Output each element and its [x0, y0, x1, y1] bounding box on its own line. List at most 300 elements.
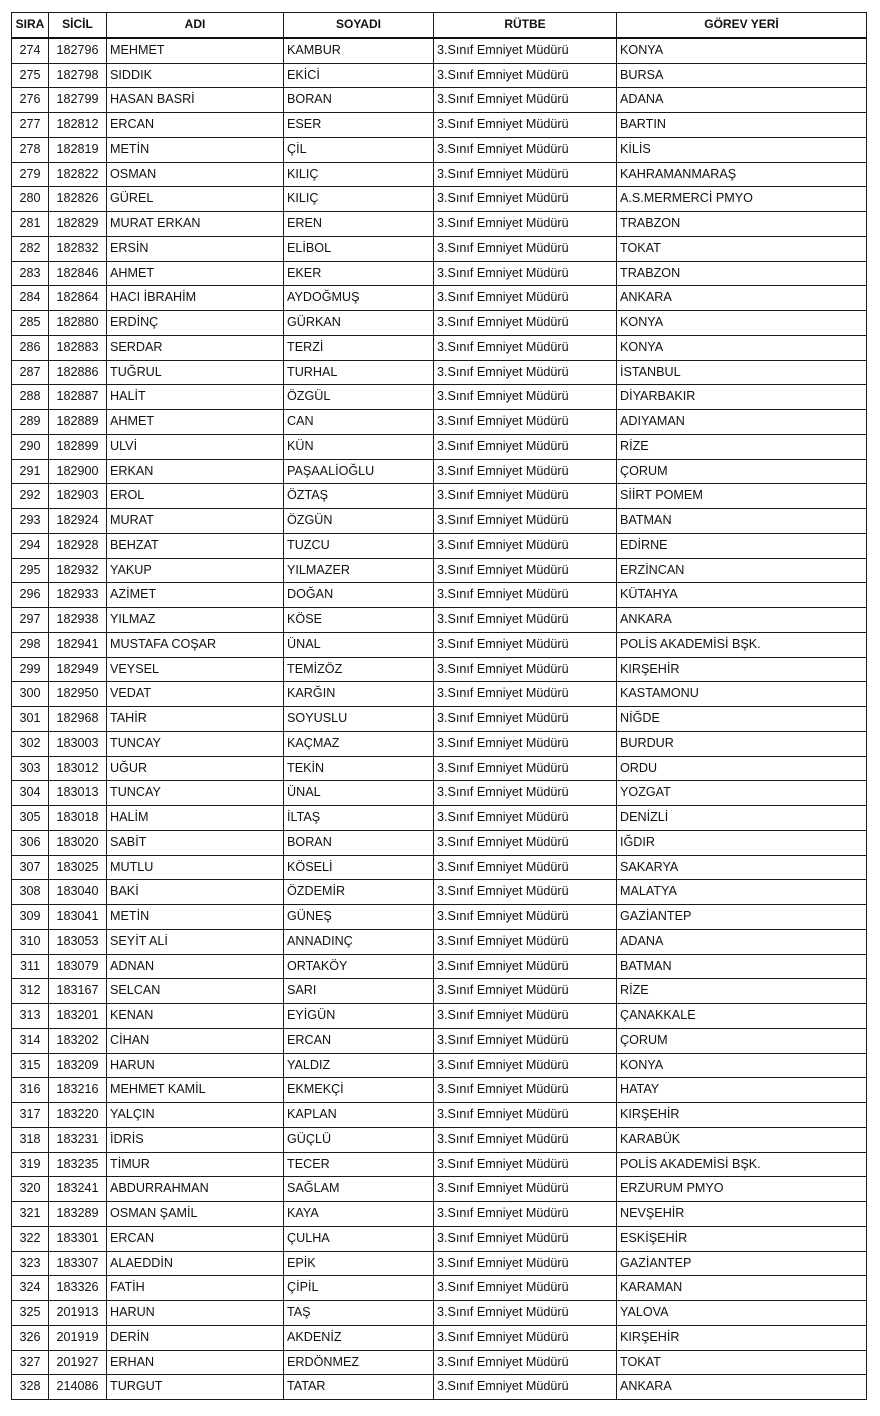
cell-adi: HASAN BASRİ — [107, 88, 284, 113]
cell-rutbe: 3.Sınıf Emniyet Müdürü — [434, 756, 617, 781]
cell-sicil: 182826 — [49, 187, 107, 212]
table-row — [12, 880, 867, 905]
cell-rutbe: 3.Sınıf Emniyet Müdürü — [434, 880, 617, 905]
cell-gorev-yeri: TRABZON — [617, 261, 867, 286]
table-row — [12, 1053, 867, 1078]
cell-rutbe: 3.Sınıf Emniyet Müdürü — [434, 1127, 617, 1152]
cell-sira: 311 — [12, 954, 49, 979]
cell-rutbe: 3.Sınıf Emniyet Müdürü — [434, 1028, 617, 1053]
cell-rutbe: 3.Sınıf Emniyet Müdürü — [434, 533, 617, 558]
cell-sicil: 183289 — [49, 1202, 107, 1227]
cell-adi: CİHAN — [107, 1028, 284, 1053]
cell-sira: 284 — [12, 286, 49, 311]
cell-soyadi: KAYA — [284, 1202, 434, 1227]
table-row — [12, 410, 867, 435]
cell-rutbe: 3.Sınıf Emniyet Müdürü — [434, 806, 617, 831]
cell-soyadi: KÖSE — [284, 608, 434, 633]
cell-sira: 279 — [12, 162, 49, 187]
table-row — [12, 657, 867, 682]
cell-rutbe: 3.Sınıf Emniyet Müdürü — [434, 657, 617, 682]
table-row — [12, 63, 867, 88]
cell-gorev-yeri: SİİRT POMEM — [617, 484, 867, 509]
cell-gorev-yeri: YOZGAT — [617, 781, 867, 806]
cell-sira: 294 — [12, 533, 49, 558]
cell-rutbe: 3.Sınıf Emniyet Müdürü — [434, 385, 617, 410]
table-row — [12, 1301, 867, 1326]
cell-adi: AHMET — [107, 410, 284, 435]
table-row — [12, 1375, 867, 1400]
cell-adi: TUNCAY — [107, 781, 284, 806]
cell-rutbe: 3.Sınıf Emniyet Müdürü — [434, 1202, 617, 1227]
cell-soyadi: EREN — [284, 212, 434, 237]
cell-sicil: 183209 — [49, 1053, 107, 1078]
table-row — [12, 632, 867, 657]
cell-gorev-yeri: KIRŞEHİR — [617, 657, 867, 682]
cell-sira: 323 — [12, 1251, 49, 1276]
cell-adi: OSMAN — [107, 162, 284, 187]
cell-gorev-yeri: KONYA — [617, 1053, 867, 1078]
cell-sicil: 182798 — [49, 63, 107, 88]
cell-soyadi: ELİBOL — [284, 236, 434, 261]
cell-adi: ERCAN — [107, 113, 284, 138]
table-row — [12, 1202, 867, 1227]
cell-sicil: 183018 — [49, 806, 107, 831]
cell-rutbe: 3.Sınıf Emniyet Müdürü — [434, 1226, 617, 1251]
cell-adi: MEHMET — [107, 38, 284, 63]
cell-soyadi: GÜÇLÜ — [284, 1127, 434, 1152]
cell-gorev-yeri: KONYA — [617, 335, 867, 360]
cell-gorev-yeri: BARTIN — [617, 113, 867, 138]
cell-adi: VEDAT — [107, 682, 284, 707]
cell-soyadi: EKER — [284, 261, 434, 286]
cell-sira: 324 — [12, 1276, 49, 1301]
cell-sira: 305 — [12, 806, 49, 831]
cell-sira: 288 — [12, 385, 49, 410]
table-row — [12, 162, 867, 187]
table-row — [12, 682, 867, 707]
cell-adi: BAKİ — [107, 880, 284, 905]
cell-adi: AHMET — [107, 261, 284, 286]
cell-adi: UĞUR — [107, 756, 284, 781]
cell-sira: 300 — [12, 682, 49, 707]
cell-soyadi: TEMİZÖZ — [284, 657, 434, 682]
cell-soyadi: ÖZTAŞ — [284, 484, 434, 509]
cell-sira: 293 — [12, 509, 49, 534]
cell-soyadi: ANNADINÇ — [284, 929, 434, 954]
cell-soyadi: EKİCİ — [284, 63, 434, 88]
cell-sicil: 182812 — [49, 113, 107, 138]
cell-gorev-yeri: MALATYA — [617, 880, 867, 905]
cell-adi: MURAT — [107, 509, 284, 534]
header-sira: SIRA — [12, 13, 49, 38]
cell-gorev-yeri: BATMAN — [617, 954, 867, 979]
cell-sicil: 182887 — [49, 385, 107, 410]
cell-rutbe: 3.Sınıf Emniyet Müdürü — [434, 311, 617, 336]
table-header — [12, 13, 867, 38]
cell-sira: 307 — [12, 855, 49, 880]
cell-sira: 291 — [12, 459, 49, 484]
cell-adi: MEHMET KAMİL — [107, 1078, 284, 1103]
cell-gorev-yeri: RİZE — [617, 979, 867, 1004]
table-row — [12, 979, 867, 1004]
cell-sira: 318 — [12, 1127, 49, 1152]
cell-sicil: 182933 — [49, 583, 107, 608]
cell-sicil: 182889 — [49, 410, 107, 435]
table-row — [12, 286, 867, 311]
cell-gorev-yeri: KÜTAHYA — [617, 583, 867, 608]
cell-rutbe: 3.Sınıf Emniyet Müdürü — [434, 187, 617, 212]
cell-rutbe: 3.Sınıf Emniyet Müdürü — [434, 162, 617, 187]
table-row — [12, 509, 867, 534]
cell-gorev-yeri: DENİZLİ — [617, 806, 867, 831]
table-row — [12, 484, 867, 509]
cell-adi: ERKAN — [107, 459, 284, 484]
cell-adi: SABİT — [107, 830, 284, 855]
table-row — [12, 1004, 867, 1029]
cell-rutbe: 3.Sınıf Emniyet Müdürü — [434, 63, 617, 88]
cell-sira: 328 — [12, 1375, 49, 1400]
cell-gorev-yeri: TRABZON — [617, 212, 867, 237]
cell-gorev-yeri: A.S.MERMERCİ PMYO — [617, 187, 867, 212]
cell-adi: OSMAN ŞAMİL — [107, 1202, 284, 1227]
cell-rutbe: 3.Sınıf Emniyet Müdürü — [434, 1004, 617, 1029]
cell-adi: ALAEDDİN — [107, 1251, 284, 1276]
table-row — [12, 1350, 867, 1375]
cell-rutbe: 3.Sınıf Emniyet Müdürü — [434, 410, 617, 435]
cell-adi: HARUN — [107, 1301, 284, 1326]
cell-sicil: 183241 — [49, 1177, 107, 1202]
cell-soyadi: KÜN — [284, 434, 434, 459]
cell-gorev-yeri: HATAY — [617, 1078, 867, 1103]
cell-sicil: 182938 — [49, 608, 107, 633]
cell-rutbe: 3.Sınıf Emniyet Müdürü — [434, 855, 617, 880]
cell-sicil: 182846 — [49, 261, 107, 286]
cell-adi: EROL — [107, 484, 284, 509]
cell-sira: 308 — [12, 880, 49, 905]
table-row — [12, 806, 867, 831]
cell-rutbe: 3.Sınıf Emniyet Müdürü — [434, 1301, 617, 1326]
cell-rutbe: 3.Sınıf Emniyet Müdürü — [434, 484, 617, 509]
cell-gorev-yeri: ADANA — [617, 88, 867, 113]
cell-gorev-yeri: YALOVA — [617, 1301, 867, 1326]
cell-rutbe: 3.Sınıf Emniyet Müdürü — [434, 731, 617, 756]
cell-sicil: 182796 — [49, 38, 107, 63]
personnel-table — [11, 12, 867, 1400]
cell-rutbe: 3.Sınıf Emniyet Müdürü — [434, 286, 617, 311]
header-soyadi: SOYADI — [284, 13, 434, 38]
cell-soyadi: ÜNAL — [284, 632, 434, 657]
cell-gorev-yeri: KONYA — [617, 311, 867, 336]
table-row — [12, 212, 867, 237]
table-row — [12, 855, 867, 880]
table-row — [12, 1028, 867, 1053]
cell-soyadi: YILMAZER — [284, 558, 434, 583]
cell-adi: MUTLU — [107, 855, 284, 880]
table-row — [12, 707, 867, 732]
cell-rutbe: 3.Sınıf Emniyet Müdürü — [434, 236, 617, 261]
cell-sira: 302 — [12, 731, 49, 756]
cell-sicil: 201919 — [49, 1325, 107, 1350]
cell-adi: TAHİR — [107, 707, 284, 732]
cell-soyadi: KARĞIN — [284, 682, 434, 707]
cell-sicil: 182799 — [49, 88, 107, 113]
table-row — [12, 137, 867, 162]
table-row — [12, 335, 867, 360]
cell-soyadi: ÇİPİL — [284, 1276, 434, 1301]
cell-soyadi: ÜNAL — [284, 781, 434, 806]
cell-adi: HARUN — [107, 1053, 284, 1078]
table-row — [12, 261, 867, 286]
cell-adi: FATİH — [107, 1276, 284, 1301]
cell-rutbe: 3.Sınıf Emniyet Müdürü — [434, 335, 617, 360]
table-row — [12, 731, 867, 756]
table-row — [12, 311, 867, 336]
cell-adi: TUĞRUL — [107, 360, 284, 385]
cell-soyadi: ÖZGÜL — [284, 385, 434, 410]
cell-rutbe: 3.Sınıf Emniyet Müdürü — [434, 632, 617, 657]
cell-soyadi: TERZİ — [284, 335, 434, 360]
cell-rutbe: 3.Sınıf Emniyet Müdürü — [434, 830, 617, 855]
cell-gorev-yeri: BURSA — [617, 63, 867, 88]
cell-soyadi: SOYUSLU — [284, 707, 434, 732]
cell-gorev-yeri: GAZİANTEP — [617, 1251, 867, 1276]
cell-soyadi: ÖZGÜN — [284, 509, 434, 534]
table-row — [12, 1226, 867, 1251]
cell-soyadi: AKDENİZ — [284, 1325, 434, 1350]
table-row — [12, 929, 867, 954]
cell-adi: KENAN — [107, 1004, 284, 1029]
cell-adi: HALİT — [107, 385, 284, 410]
table-row — [12, 954, 867, 979]
cell-gorev-yeri: ÇANAKKALE — [617, 1004, 867, 1029]
table-row — [12, 756, 867, 781]
cell-rutbe: 3.Sınıf Emniyet Müdürü — [434, 1325, 617, 1350]
cell-sira: 306 — [12, 830, 49, 855]
cell-soyadi: TUZCU — [284, 533, 434, 558]
cell-sira: 289 — [12, 410, 49, 435]
table-row — [12, 236, 867, 261]
cell-soyadi: GÜNEŞ — [284, 905, 434, 930]
cell-adi: VEYSEL — [107, 657, 284, 682]
table-row — [12, 38, 867, 63]
cell-soyadi: ESER — [284, 113, 434, 138]
table-row — [12, 830, 867, 855]
cell-sicil: 182949 — [49, 657, 107, 682]
cell-gorev-yeri: IĞDIR — [617, 830, 867, 855]
cell-sicil: 182886 — [49, 360, 107, 385]
cell-rutbe: 3.Sınıf Emniyet Müdürü — [434, 38, 617, 63]
cell-gorev-yeri: ANKARA — [617, 286, 867, 311]
cell-adi: TURGUT — [107, 1375, 284, 1400]
cell-soyadi: TATAR — [284, 1375, 434, 1400]
cell-soyadi: İLTAŞ — [284, 806, 434, 831]
cell-adi: AZİMET — [107, 583, 284, 608]
cell-soyadi: EKMEKÇİ — [284, 1078, 434, 1103]
cell-soyadi: SARI — [284, 979, 434, 1004]
cell-sira: 321 — [12, 1202, 49, 1227]
cell-sira: 325 — [12, 1301, 49, 1326]
cell-adi: GÜREL — [107, 187, 284, 212]
cell-sira: 281 — [12, 212, 49, 237]
cell-sira: 327 — [12, 1350, 49, 1375]
cell-sicil: 183301 — [49, 1226, 107, 1251]
cell-gorev-yeri: ÇORUM — [617, 1028, 867, 1053]
table-row — [12, 1251, 867, 1276]
cell-gorev-yeri: İSTANBUL — [617, 360, 867, 385]
cell-soyadi: KAMBUR — [284, 38, 434, 63]
cell-adi: METİN — [107, 905, 284, 930]
cell-gorev-yeri: ADANA — [617, 929, 867, 954]
cell-adi: MUSTAFA COŞAR — [107, 632, 284, 657]
cell-sira: 310 — [12, 929, 49, 954]
cell-soyadi: BORAN — [284, 830, 434, 855]
cell-gorev-yeri: ÇORUM — [617, 459, 867, 484]
table-row — [12, 1177, 867, 1202]
cell-sicil: 182941 — [49, 632, 107, 657]
cell-sicil: 214086 — [49, 1375, 107, 1400]
table-row — [12, 1127, 867, 1152]
cell-sira: 282 — [12, 236, 49, 261]
cell-sicil: 182903 — [49, 484, 107, 509]
cell-soyadi: TAŞ — [284, 1301, 434, 1326]
cell-sira: 286 — [12, 335, 49, 360]
cell-sira: 280 — [12, 187, 49, 212]
cell-rutbe: 3.Sınıf Emniyet Müdürü — [434, 929, 617, 954]
cell-sira: 276 — [12, 88, 49, 113]
table-row — [12, 533, 867, 558]
cell-rutbe: 3.Sınıf Emniyet Müdürü — [434, 1078, 617, 1103]
cell-gorev-yeri: BATMAN — [617, 509, 867, 534]
cell-soyadi: KÖSELİ — [284, 855, 434, 880]
cell-soyadi: YALDIZ — [284, 1053, 434, 1078]
cell-sicil: 182928 — [49, 533, 107, 558]
cell-sicil: 183216 — [49, 1078, 107, 1103]
cell-adi: YALÇIN — [107, 1103, 284, 1128]
cell-sicil: 182924 — [49, 509, 107, 534]
cell-soyadi: ÇULHA — [284, 1226, 434, 1251]
cell-sicil: 183041 — [49, 905, 107, 930]
cell-soyadi: PAŞAALİOĞLU — [284, 459, 434, 484]
cell-adi: ERCAN — [107, 1226, 284, 1251]
header-adi: ADI — [107, 13, 284, 38]
cell-gorev-yeri: KASTAMONU — [617, 682, 867, 707]
cell-sira: 326 — [12, 1325, 49, 1350]
cell-sicil: 183235 — [49, 1152, 107, 1177]
table-row — [12, 1103, 867, 1128]
table-row — [12, 360, 867, 385]
cell-sicil: 182950 — [49, 682, 107, 707]
table-row — [12, 781, 867, 806]
cell-sicil: 183012 — [49, 756, 107, 781]
cell-rutbe: 3.Sınıf Emniyet Müdürü — [434, 905, 617, 930]
cell-gorev-yeri: NEVŞEHİR — [617, 1202, 867, 1227]
cell-adi: ULVİ — [107, 434, 284, 459]
cell-gorev-yeri: ANKARA — [617, 1375, 867, 1400]
cell-gorev-yeri: ESKİŞEHİR — [617, 1226, 867, 1251]
cell-sira: 313 — [12, 1004, 49, 1029]
cell-rutbe: 3.Sınıf Emniyet Müdürü — [434, 979, 617, 1004]
table-row — [12, 1152, 867, 1177]
cell-soyadi: AYDOĞMUŞ — [284, 286, 434, 311]
table-row — [12, 434, 867, 459]
cell-gorev-yeri: BURDUR — [617, 731, 867, 756]
table-row — [12, 113, 867, 138]
cell-soyadi: SAĞLAM — [284, 1177, 434, 1202]
cell-soyadi: EYİGÜN — [284, 1004, 434, 1029]
cell-adi: SIDDIK — [107, 63, 284, 88]
cell-gorev-yeri: KARABÜK — [617, 1127, 867, 1152]
cell-gorev-yeri: TOKAT — [617, 236, 867, 261]
cell-sicil: 183020 — [49, 830, 107, 855]
cell-adi: MURAT ERKAN — [107, 212, 284, 237]
cell-sira: 312 — [12, 979, 49, 1004]
cell-sicil: 182829 — [49, 212, 107, 237]
cell-sira: 285 — [12, 311, 49, 336]
cell-gorev-yeri: ANKARA — [617, 608, 867, 633]
cell-gorev-yeri: NİĞDE — [617, 707, 867, 732]
cell-sira: 317 — [12, 1103, 49, 1128]
cell-sicil: 201913 — [49, 1301, 107, 1326]
table-row — [12, 608, 867, 633]
cell-gorev-yeri: RİZE — [617, 434, 867, 459]
cell-adi: ERHAN — [107, 1350, 284, 1375]
cell-gorev-yeri: SAKARYA — [617, 855, 867, 880]
cell-sicil: 182968 — [49, 707, 107, 732]
cell-soyadi: DOĞAN — [284, 583, 434, 608]
cell-rutbe: 3.Sınıf Emniyet Müdürü — [434, 434, 617, 459]
cell-sicil: 182880 — [49, 311, 107, 336]
cell-sira: 283 — [12, 261, 49, 286]
cell-rutbe: 3.Sınıf Emniyet Müdürü — [434, 360, 617, 385]
table-row — [12, 187, 867, 212]
cell-gorev-yeri: ORDU — [617, 756, 867, 781]
cell-rutbe: 3.Sınıf Emniyet Müdürü — [434, 1103, 617, 1128]
cell-sira: 303 — [12, 756, 49, 781]
cell-sira: 278 — [12, 137, 49, 162]
cell-soyadi: BORAN — [284, 88, 434, 113]
table-row — [12, 459, 867, 484]
cell-soyadi: CAN — [284, 410, 434, 435]
cell-sicil: 182864 — [49, 286, 107, 311]
table-row — [12, 1325, 867, 1350]
cell-sira: 309 — [12, 905, 49, 930]
cell-gorev-yeri: KONYA — [617, 38, 867, 63]
cell-soyadi: ÖZDEMİR — [284, 880, 434, 905]
cell-gorev-yeri: EDİRNE — [617, 533, 867, 558]
cell-rutbe: 3.Sınıf Emniyet Müdürü — [434, 1053, 617, 1078]
cell-rutbe: 3.Sınıf Emniyet Müdürü — [434, 558, 617, 583]
cell-rutbe: 3.Sınıf Emniyet Müdürü — [434, 261, 617, 286]
cell-sicil: 183053 — [49, 929, 107, 954]
cell-soyadi: ERCAN — [284, 1028, 434, 1053]
cell-sicil: 183326 — [49, 1276, 107, 1301]
cell-sira: 299 — [12, 657, 49, 682]
table-row — [12, 1276, 867, 1301]
cell-sira: 287 — [12, 360, 49, 385]
cell-adi: ERSİN — [107, 236, 284, 261]
cell-adi: ABDURRAHMAN — [107, 1177, 284, 1202]
cell-rutbe: 3.Sınıf Emniyet Müdürü — [434, 1276, 617, 1301]
cell-sira: 274 — [12, 38, 49, 63]
cell-sira: 301 — [12, 707, 49, 732]
cell-sicil: 182932 — [49, 558, 107, 583]
cell-gorev-yeri: KIRŞEHİR — [617, 1325, 867, 1350]
cell-sicil: 201927 — [49, 1350, 107, 1375]
cell-sira: 314 — [12, 1028, 49, 1053]
cell-adi: YILMAZ — [107, 608, 284, 633]
cell-soyadi: KAÇMAZ — [284, 731, 434, 756]
cell-rutbe: 3.Sınıf Emniyet Müdürü — [434, 137, 617, 162]
